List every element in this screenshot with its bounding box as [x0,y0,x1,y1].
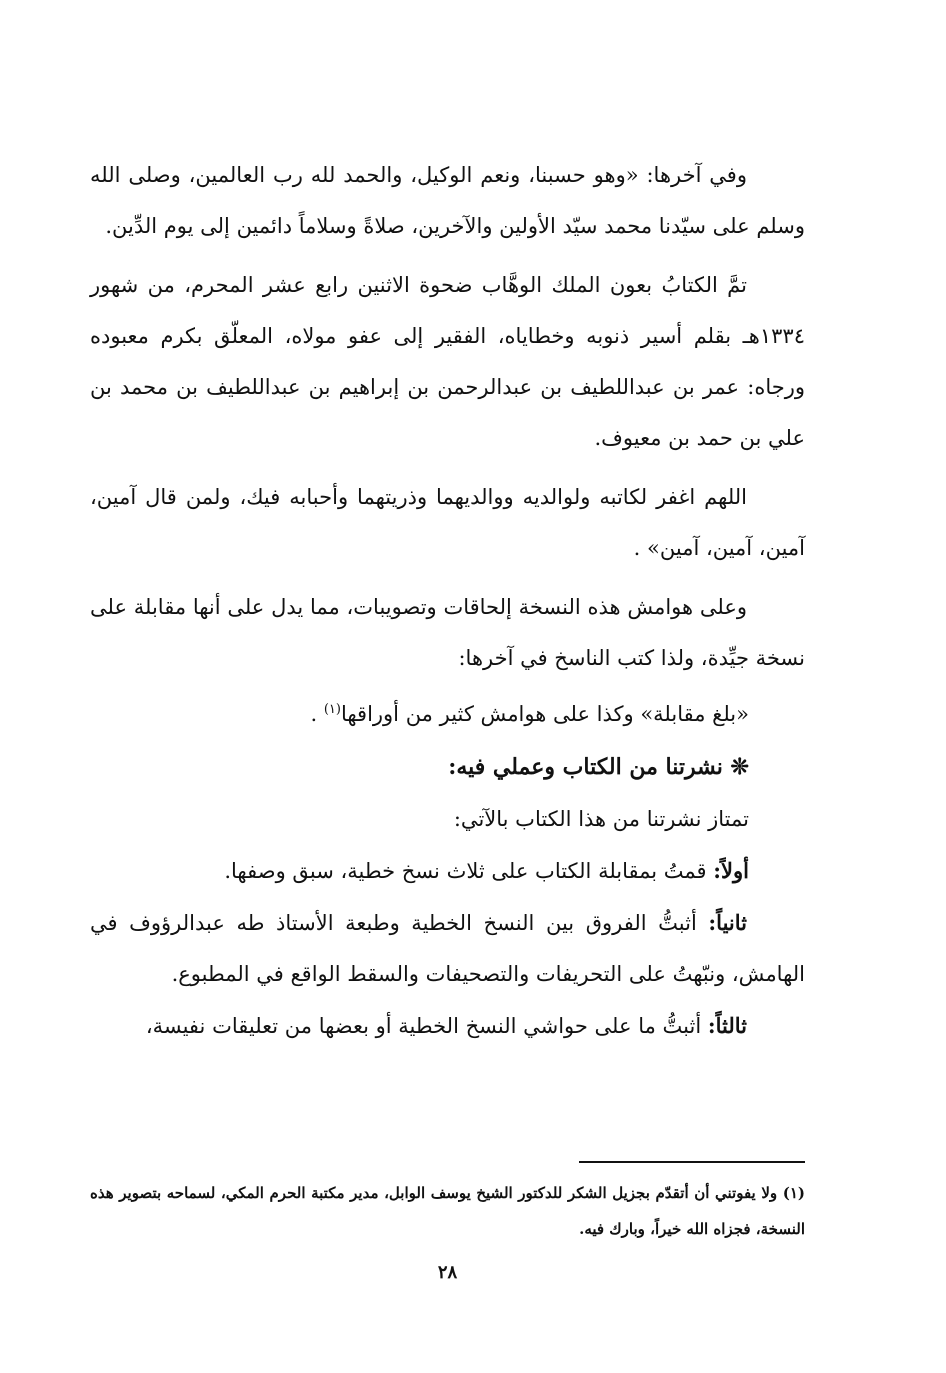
colophon-paragraph: تمَّ الكتابُ بعون الملك الوهَّاب ضحوة الاثنين رابع عشر المحرم، من شهور ١٣٣٤هـ بقلم أسير ذنوبه وخطاياه، الفقير إلى عفو مولاه، المعلّق بكرم معبوده ورجاه: عمر بن عبداللطيف بن عبدالرحمن بن إبراهيم بن عبداللطيف بن محمد بن علي بن حمد بن معيوف. [90,273,805,450]
footnote-separator [579,1161,805,1163]
feature-item-1-text: قمتُ بمقابلة الكتاب على ثلاث نسخ خطية، سبق وصفها. [224,859,714,883]
prayer-paragraph: اللهم اغفر لكاتبه ولوالديه ووالديهما وذريتهما وأحبابه فيك، ولمن قال آمين، آمين، آمين، آمين» . [90,485,805,560]
margins-paragraph: وعلى هوامش هذه النسخة إلحاقات وتصويبات، مما يدل على أنها مقابلة على نسخة جيِّدة، ولذا كتب الناسخ في آخرها: [90,595,805,670]
collation-note-paragraph [90,684,805,740]
feature-item-2-text: أثبتُّ الفروق بين النسخ الخطية وطبعة الأستاذ طه عبدالرؤوف في الهامش، ونبّهتُ على التحريفات والتصحيفات والسقط الواقع في المطبوع. [90,911,805,986]
feature-item-2-lead: ثانياً: [708,910,747,935]
footnote-reference: (١) [323,702,341,717]
footnote: (١) ولا يفوتني أن أتقدّم بجزيل الشكر للدكتور الشيخ يوسف الوابل، مدير مكتبة الحرم المكي، لسماحه بتصوير هذه النسخة، فجزاه الله خيراً، وبارك فيه. [90,1184,805,1238]
features-intro-paragraph: تمتاز نشرتنا من هذا الكتاب بالآتي: [453,807,749,831]
feature-item-2 [90,897,805,1000]
page-number: ٢٨ [437,1262,458,1283]
feature-item-3 [90,1000,805,1052]
closing-text-paragraph: وفي آخرها: «وهو حسبنا، ونعم الوكيل، والحمد لله رب العالمين، وصلى الله وسلم على سيّدنا محمد سيّد الأولين والآخرين، صلاةً وسلاماً دائمين إلى يوم الدِّين. [90,163,805,238]
feature-item-3-lead: ثالثاً: [707,1013,747,1038]
feature-item-1 [90,845,805,897]
collation-note-end: . [310,702,324,726]
feature-item-1-lead: أولاً: [713,858,749,883]
feature-item-3-text: أثبتُّ ما على حواشي النسخ الخطية أو بعضها من تعليقات نفيسة، [145,1014,708,1038]
document-page [90,150,805,1350]
collation-note-text: «بلغ مقابلة» وكذا على هوامش كثير من أوراقها [340,702,749,726]
section-heading: ❊ نشرتنا من الكتاب وعملي فيه: [448,754,749,780]
